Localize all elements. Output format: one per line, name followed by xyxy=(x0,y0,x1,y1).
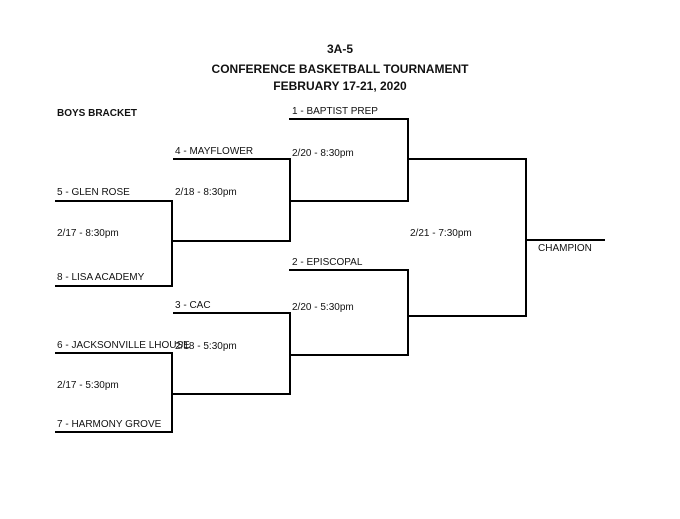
team-seed1: 1 - BAPTIST PREP xyxy=(292,106,378,117)
team-seed4: 4 - MAYFLOWER xyxy=(175,146,254,157)
conference-code: 3A-5 xyxy=(326,42,353,56)
team-seed2: 2 - EPISCOPAL xyxy=(292,257,363,268)
bracket-label: BOYS BRACKET xyxy=(57,108,138,119)
champion-label: CHAMPION xyxy=(538,243,592,254)
game-time-final: 2/21 - 7:30pm xyxy=(410,228,472,239)
game-time-first-round-bottom: 2/17 - 5:30pm xyxy=(57,380,119,391)
team-seed5: 5 - GLEN ROSE xyxy=(57,187,130,198)
game-time-semi-bottom: 2/20 - 5:30pm xyxy=(292,302,354,313)
team-seed7: 7 - HARMONY GROVE xyxy=(57,419,162,430)
team-seed3: 3 - CAC xyxy=(175,300,211,311)
game-time-semi-top: 2/20 - 8:30pm xyxy=(292,148,354,159)
team-seed6: 6 - JACKSONVILLE LHOUSE xyxy=(57,340,190,351)
game-time-quarter-top: 2/18 - 8:30pm xyxy=(175,187,237,198)
game-time-first-round-top: 2/17 - 8:30pm xyxy=(57,228,119,239)
game-time-quarter-bottom: 2/18 - 5:30pm xyxy=(175,341,237,352)
tournament-title: CONFERENCE BASKETBALL TOURNAMENT xyxy=(211,62,469,76)
team-seed8: 8 - LISA ACADEMY xyxy=(57,272,145,283)
tournament-dates: FEBRUARY 17-21, 2020 xyxy=(273,79,407,93)
